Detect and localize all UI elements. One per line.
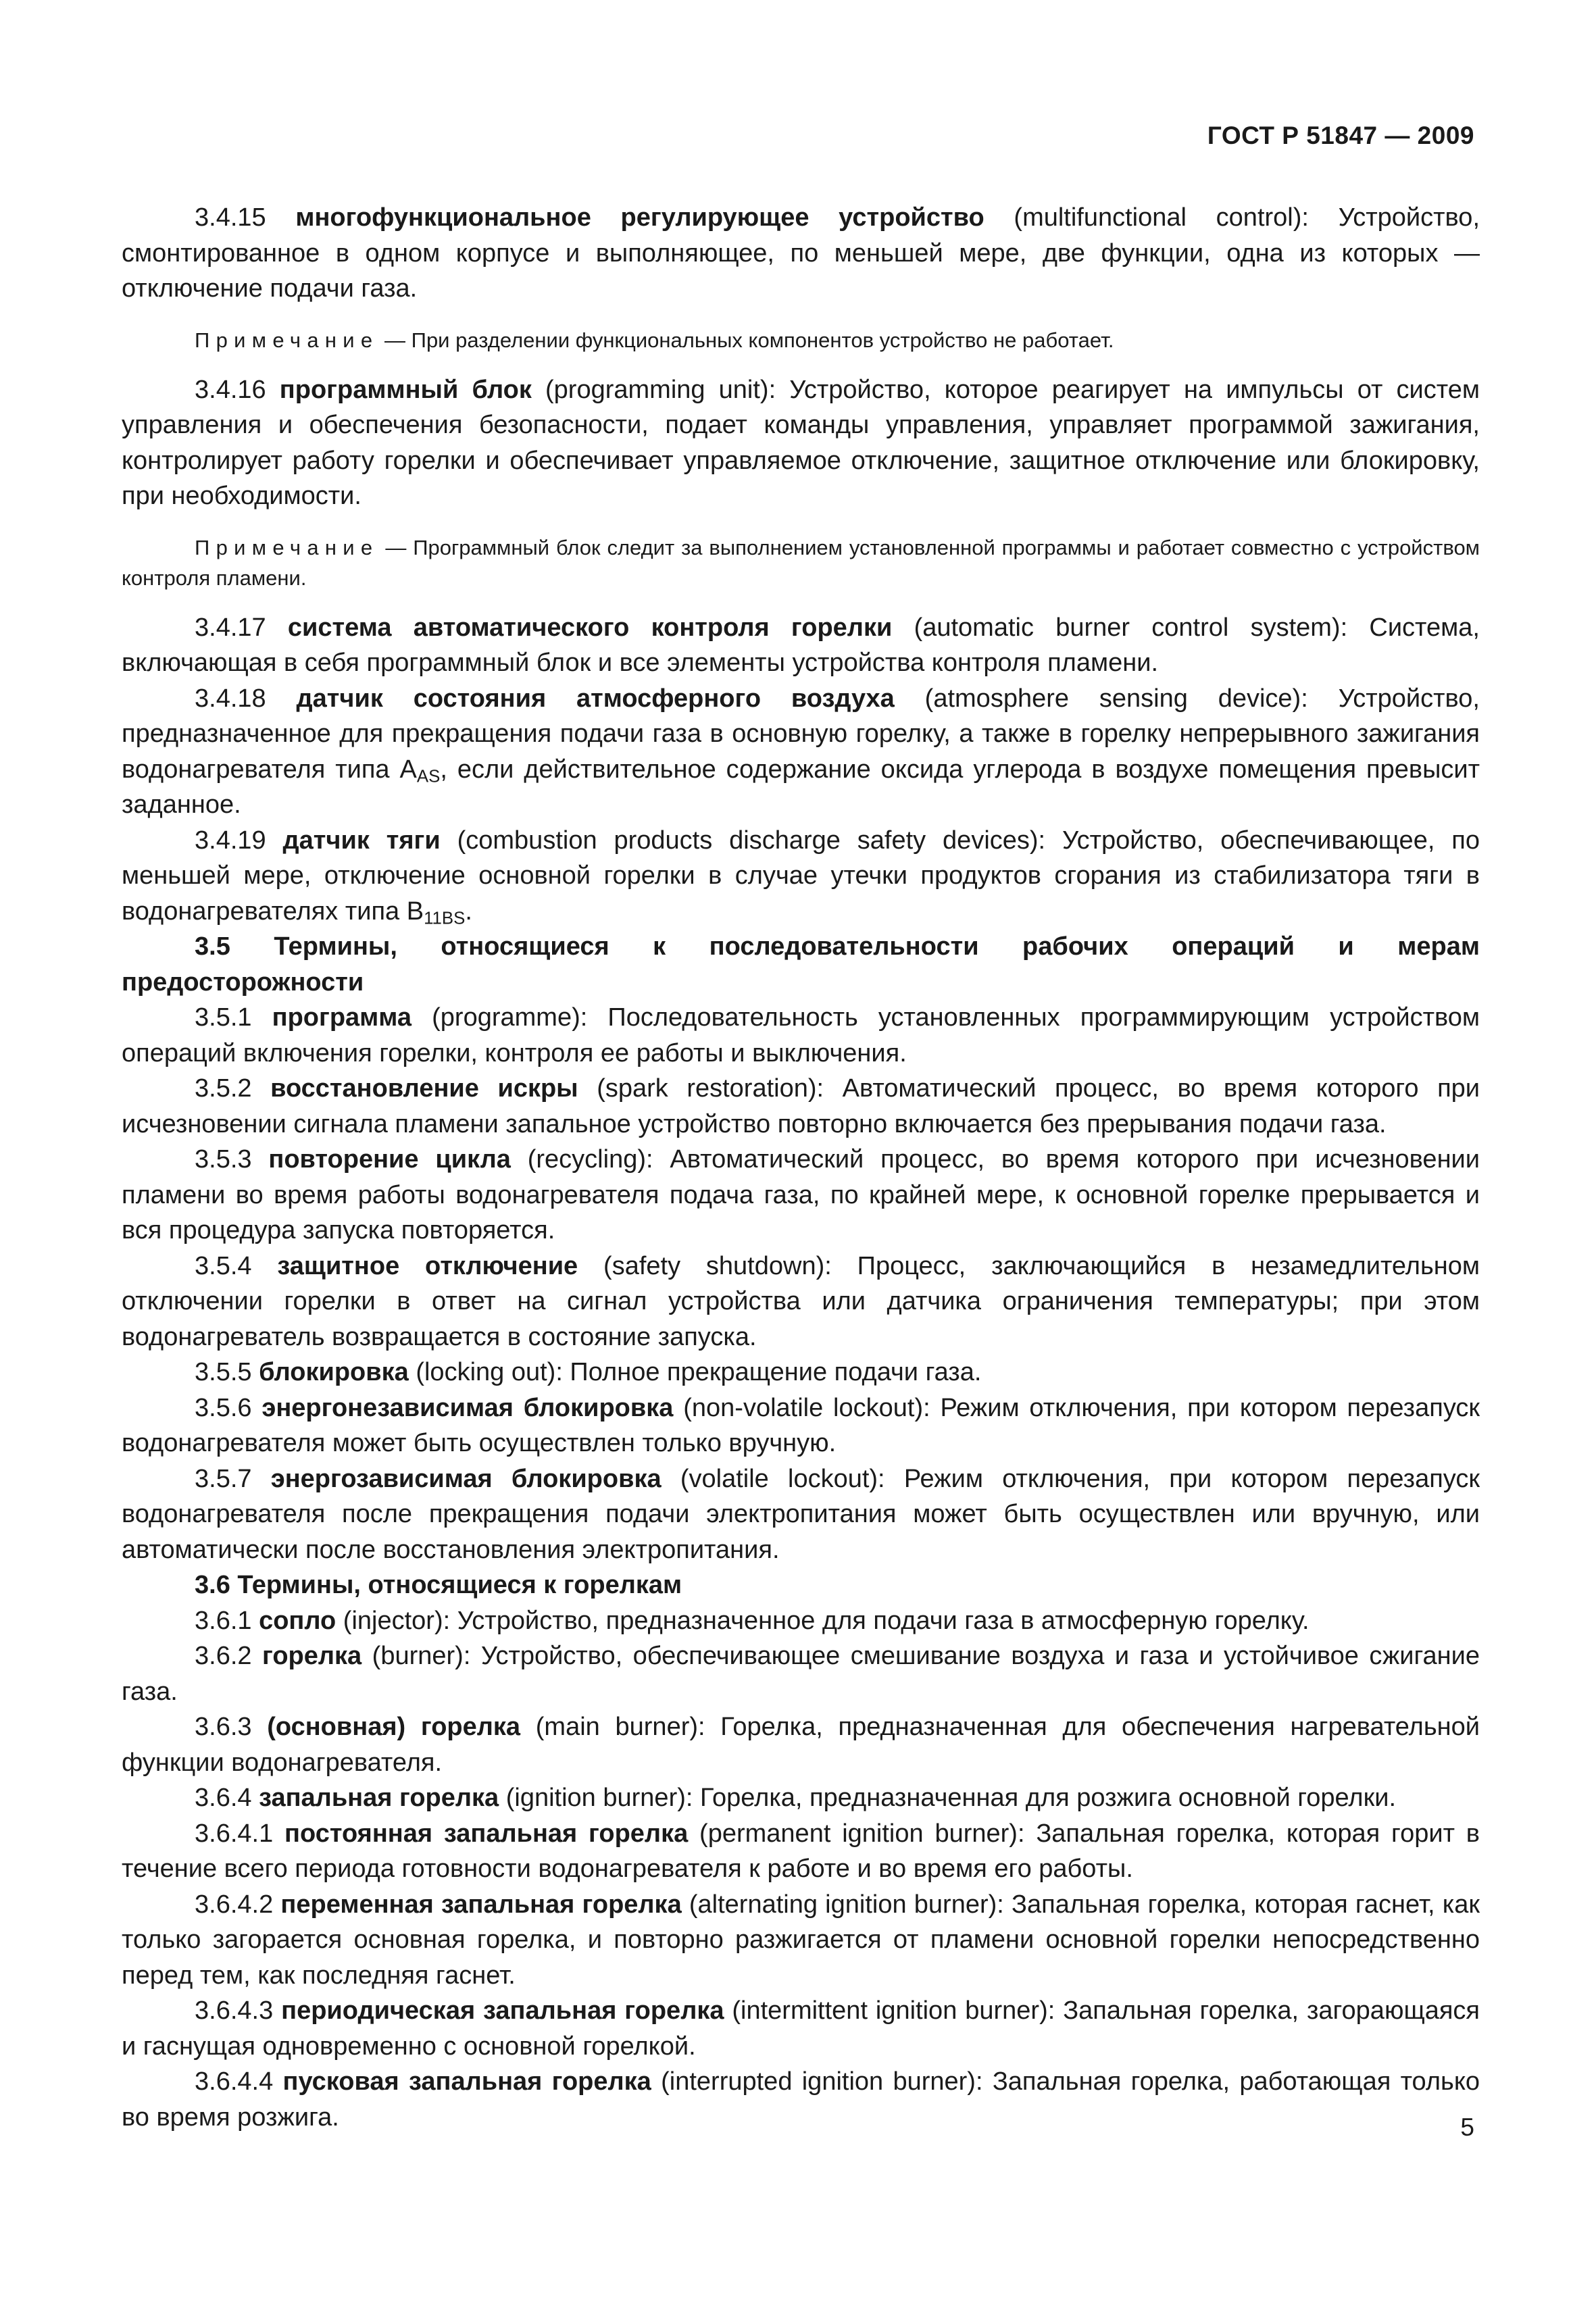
term-name: блокировка [259,1358,409,1386]
clause-number: 3.6.4.1 [195,1819,285,1848]
term-3-6-4-4 [122,2064,1480,2135]
note-label: Примечание [195,328,379,352]
term-name: горелка [262,1642,362,1670]
term-definition: (non-volatile lockout): Режим отключения, при котором перезапуск водонагревателя может быть осуществлен только вручную. [122,1393,1480,1457]
clause-number: 3.6.3 [195,1713,268,1741]
term-definition: (interrupted ignition burner): Запальная горелка, работающая только во время розжига. [122,2067,1480,2132]
term-definition: (injector): Устройство, предназначенное для подачи газа в атмосферную горелку. [336,1606,1310,1635]
term-3-5-5 [122,1355,1480,1390]
term-definition: (programming unit): Устройство, которое реагирует на импульсы от систем управления и обеспечения безопасности, подает команды управления, управляет программой зажигания, контролирует работу горелки и обеспечивает управляемое отключение, защитное отключение или блокировку, при необходимости. [122,375,1480,510]
subscript: AS [416,766,441,786]
clause-number: 3.4.18 [195,684,297,713]
term-name: датчик тяги [282,826,441,855]
term-name: программный блок [279,375,532,404]
term-definition: (ignition burner): Горелка, предназначенная для розжига основной горелки. [499,1784,1396,1812]
term-definition: (burner): Устройство, обеспечивающее смешивание воздуха и газа и устойчивое сжигание газа. [122,1642,1480,1706]
term-3-6-3 [122,1709,1480,1780]
term-3-4-16 [122,372,1480,514]
term-3-6-2 [122,1638,1480,1709]
term-3-5-4 [122,1249,1480,1355]
clause-number: 3.6.4 [195,1784,259,1812]
document-body [122,200,1480,2135]
term-3-5-1 [122,1000,1480,1071]
term-name: многофункциональное регулирующее устройство [295,203,984,232]
term-definition: (recycling): Автоматический процесс, во время которого при исчезновении пламени во время работы водонагревателя подача газа, по крайней мере, к основной горелке прерывается и вся процедура запуска повторяется. [122,1145,1480,1244]
note-text: — При разделении функциональных компонентов устройство не работает. [378,328,1114,352]
term-name: энергонезависимая блокировка [261,1393,674,1422]
term-name: энергозависимая блокировка [270,1464,662,1493]
term-name: защитное отключение [277,1251,578,1280]
clause-number: 3.6.4.2 [195,1890,281,1919]
term-definition: (volatile lockout): Режим отключения, при котором перезапуск водонагревателя после прекращения подачи электропитания может быть осуществлен или вручную, или автоматически после восстановления электропитания. [122,1464,1480,1564]
term-definition: (permanent ignition burner): Запальная горелка, которая горит в течение всего периода готовности водонагревателя к работе и во время его работы. [122,1819,1480,1883]
note-text: — Программный блок следит за выполнением установленной программы и работает совместно с устройством контроля пламени. [122,535,1480,590]
term-definition: (intermittent ignition burner): Запальная горелка, загорающаяся и гаснущая одновременно с основной горелкой. [122,1996,1480,2061]
note-1 [122,325,1480,355]
term-name: периодическая запальная горелка [281,1996,724,2025]
term-definition: (locking out): Полное прекращение подачи газа. [408,1358,982,1386]
clause-number: 3.5.4 [195,1251,278,1280]
term-definition-end: , если действительное содержание оксида углерода в воздухе помещения превысит заданное. [122,755,1480,819]
term-definition: (automatic burner control system): Система, включающая в себя программный блок и все элементы устройства контроля пламени. [122,613,1480,677]
clause-number: 3.6.4.3 [195,1996,282,2025]
term-name: повторение цикла [268,1145,511,1174]
section-heading-3-6: 3.6 Термины, относящиеся к горелкам [195,1571,682,1599]
term-definition: (atmosphere sensing device): Устройство, предназначенное для прекращения подачи газа в основную горелку, а также в горелку непрерывного зажигания водонагревателя типа A [122,684,1480,784]
document-code: ГОСТ Р 51847 — 2009 [1207,122,1474,149]
term-definition: (safety shutdown): Процесс, заключающийся в незамедлительном отключении горелки в ответ на сигнал устройства или датчика ограничения температуры; при этом водонагреватель возвращается в состояние запуска. [122,1251,1480,1351]
subscript: 11BS [424,908,466,928]
term-3-5-7 [122,1461,1480,1568]
clause-number: 3.5.5 [195,1358,259,1386]
clause-number: 3.4.17 [195,613,288,642]
term-name: пусковая запальная горелка [282,2067,651,2096]
term-definition: (multifunctional control): Устройство, смонтированное в одном корпусе и выполняющее, по меньшей мере, две функции, одна из которых — отключение подачи газа. [122,203,1480,303]
term-name: сопло [259,1606,336,1635]
clause-number: 3.6.4.4 [195,2067,283,2096]
clause-number: 3.4.16 [195,375,280,404]
section-heading-3-5: 3.5 Термины, относящиеся к последовательности рабочих операций и мерам предосторожности [122,932,1480,997]
term-name: (основная) горелка [267,1713,521,1741]
clause-number: 3.5.7 [195,1464,271,1493]
clause-number: 3.5.6 [195,1393,262,1422]
term-definition: (programme): Последовательность установленных программирующим устройством операций включения горелки, контроля ее работы и выключения. [122,1003,1480,1067]
note-label: Примечание [195,535,379,559]
term-name: система автоматического контроля горелки [287,613,893,642]
term-3-5-3 [122,1142,1480,1249]
term-3-5-6 [122,1390,1480,1461]
term-name: запальная горелка [259,1784,499,1812]
term-3-4-17 [122,610,1480,681]
page-number: 5 [1460,2113,1474,2141]
term-3-5-2 [122,1071,1480,1142]
clause-number: 3.5.1 [195,1003,272,1032]
term-3-6-4 [122,1780,1480,1816]
term-definition: (spark restoration): Автоматический процесс, во время которого при исчезновении сигнала пламени запальное устройство повторно включается без прерывания подачи газа. [122,1074,1480,1138]
clause-number: 3.5.2 [195,1074,271,1103]
clause-number: 3.5.3 [195,1145,269,1174]
term-definition: (main burner): Горелка, предназначенная для обеспечения нагревательной функции водонагревателя. [122,1713,1480,1777]
term-definition-end: . [465,897,472,926]
term-3-6-4-3 [122,1993,1480,2064]
term-3-6-4-2 [122,1887,1480,1994]
note-2 [122,532,1480,593]
term-3-6-1 [122,1603,1480,1639]
term-3-4-19 [122,823,1480,930]
clause-number: 3.4.15 [195,203,296,232]
clause-number: 3.6.1 [195,1606,259,1635]
term-definition: (combustion products discharge safety devices): Устройство, обеспечивающее, по меньшей мере, отключение основной горелки в случае утечки продуктов сгорания из стабилизатора тяги в водонагревателях типа B [122,826,1480,926]
clause-number: 3.4.19 [195,826,283,855]
term-definition: (alternating ignition burner): Запальная горелка, которая гаснет, как только загорается основная горелка, и повторно разжигается от пламени основной горелки непосредственно перед тем, как последняя гаснет. [122,1890,1480,1990]
term-name: постоянная запальная горелка [284,1819,689,1848]
term-name: переменная запальная горелка [280,1890,682,1919]
term-3-4-15 [122,200,1480,307]
term-3-4-18 [122,681,1480,823]
term-3-6-4-1 [122,1816,1480,1887]
term-name: датчик состояния атмосферного воздуха [296,684,895,713]
clause-number: 3.6.2 [195,1642,262,1670]
term-name: восстановление искры [270,1074,578,1103]
term-name: программа [272,1003,412,1032]
